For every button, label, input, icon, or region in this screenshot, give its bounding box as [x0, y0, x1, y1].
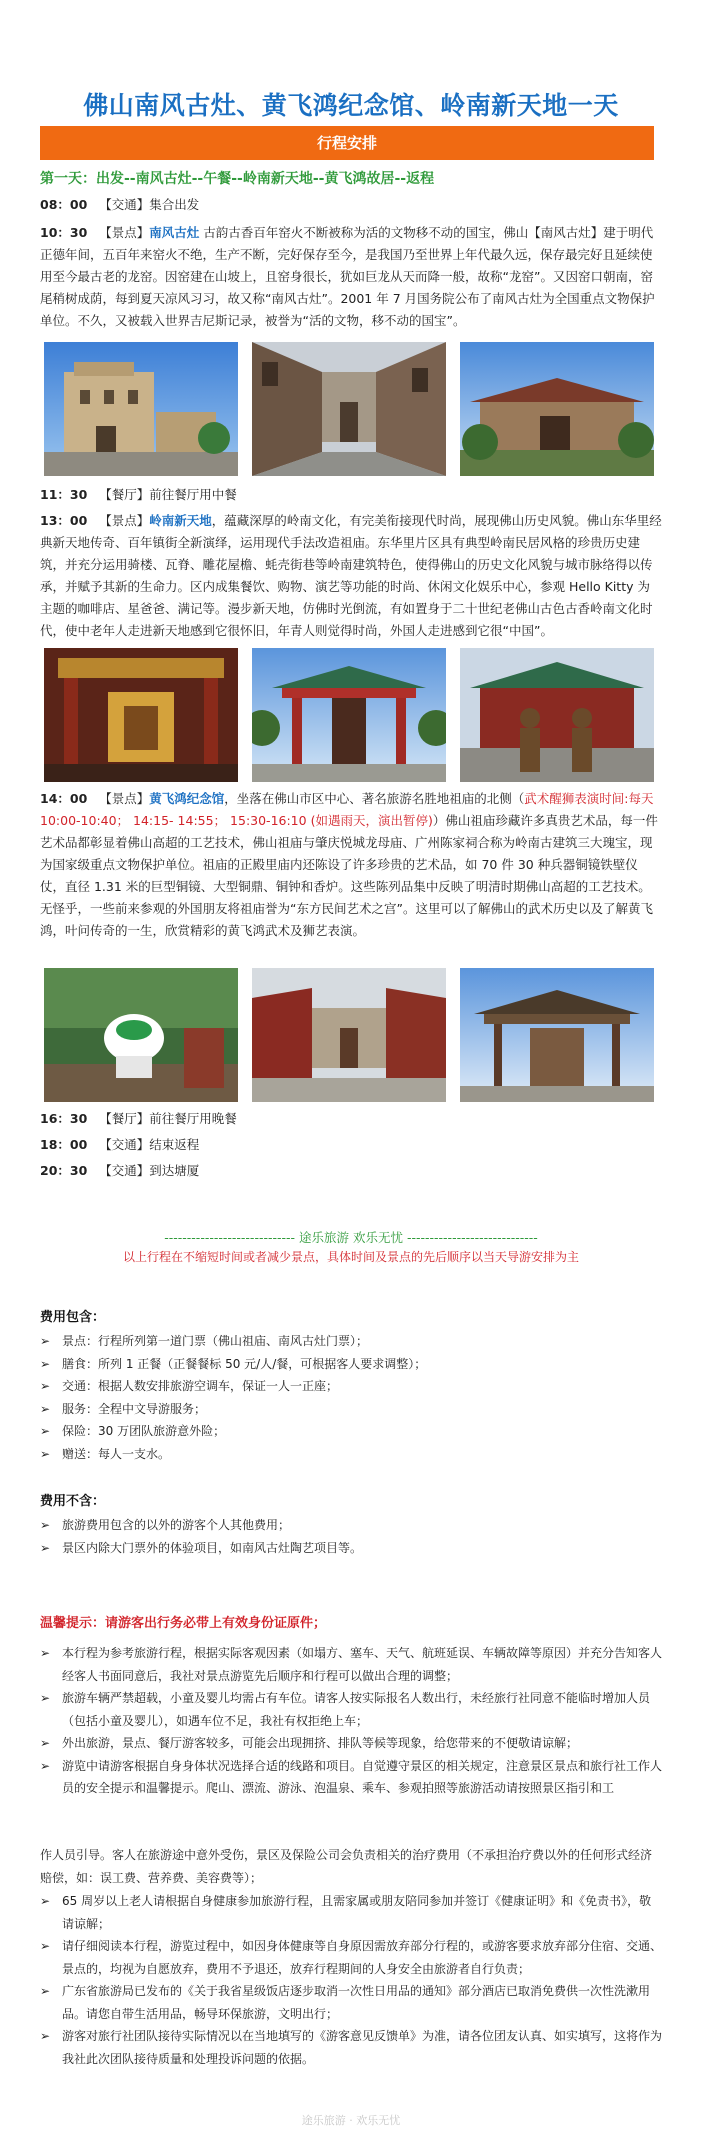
schedule-item-1130: 11：30 【餐厅】前往餐厅用中餐 — [40, 487, 237, 502]
list-item: ➢ 赠送：每人一支水。 — [40, 1446, 171, 1461]
photo-temple-gate — [252, 648, 446, 782]
schedule-item-1300: 13：00 【景点】岭南新天地，蕴藏深厚的岭南文化，有完美衔接现代时尚，展现佛山历史风貌。佛山东华里经典新天地传奇、百年镇街全新演绎，运用现代手法改造祖庙。东华里片区具有典型岭南民居风格的珍贵历史建筑，并充分运用骑楼、瓦脊、雕花屋檐、蚝壳街巷等岭南建筑特色，使得佛山的历史文化风貌与城市脉络得以传承，并赋予其新的生命力。区内成集餐饮、购物、演艺等功能的时尚、休闲文化娱乐中心，参观 Hello Kitty 为主题的咖啡店、星爸爸、满记等。漫步新天地，仿佛时光倒流，有如置身于二十世纪老佛山古色古香岭南文化时代，使中老年人走进新天地感到它很怀旧，年青人则觉得时尚，外国人走进感到它很“中国”。 — [40, 513, 662, 638]
list-item: ➢ 保险：30 万团队旅游意外险； — [40, 1424, 226, 1438]
page-title: 佛山南风古灶、黄飞鸿纪念馆、岭南新天地一天 — [83, 91, 619, 120]
list-item: ➢ 旅游费用包含的以外的游客个人其他费用； — [40, 1518, 291, 1532]
photo-ancient-pavilion — [460, 968, 654, 1102]
list-item: ➢ 广东省旅游局已发布的《关于我省星级饭店逐步取消一次性日用品的通知》部分酒店已取消免费供一次性洗漱用品。请您自带生活用品，畅导环保旅游，文明出行； — [40, 1984, 651, 2021]
fee-include-list — [40, 1330, 662, 1465]
day-one-heading: 第一天：出发--南风古灶--午餐--岭南新天地--黄飞鸿故居--返程 — [40, 171, 435, 187]
page-footer: 途乐旅游 · 欢乐无忧 — [301, 2114, 401, 2127]
photo-row-nanfeng — [44, 342, 654, 476]
schedule-item-1400: 14：00 【景点】黄飞鸿纪念馆，坐落在佛山市区中心、著名旅游名胜地祖庙的北侧（武术醒狮表演时间:每天 10:00-10:40； 14:15- 14:55； 15:30-16:10 (如遇雨天，演出暂停)）佛山祖庙珍藏许多真贵艺术品，每一件艺术品都彰显着佛山高超的工艺技术，佛山祖庙与肇庆悦城龙母庙、广州陈家祠合称为岭南古建筑三大瑰宝，现为国家级重点文物保护单位。祖庙的正殿里庙内还陈设了许多珍贵的艺术品，如 70 件 30 种兵器铜镜铁壁仪仗，直径 1.31 米的巨型铜镜、大型铜鼎、铜钟和香炉。这些陈列品集中反映了明清时期佛山高超的工艺技术。无怪乎，一些前来参观的外国朋友将祖庙誉为“东方民间艺术之宫”。这里可以了解佛山的武术历史以及了解黄飞鸿，叶问传奇的一生，欣赏精彩的黄飞鸿武术及狮艺表演。 — [40, 791, 658, 938]
photo-row-huangfeihong — [44, 968, 654, 1102]
list-item: ➢ 旅游车辆严禁超载，小童及婴儿均需占有车位。请客人按实际报名人数出行，未经旅行社同意不能临时增加人员（包括小童及婴儿），如遇车位不足，我社有权拒绝上车； — [40, 1691, 651, 1728]
tips-list-b — [40, 1890, 662, 2070]
photo-row-lingnan — [44, 648, 654, 782]
schedule-item-1630: 16：30 【餐厅】前往餐厅用晚餐 — [40, 1111, 237, 1126]
list-item: ➢ 外出旅游，景点、餐厅游客较多，可能会出现拥挤、排队等候等现象，给您带来的不便敬请谅解； — [40, 1736, 579, 1750]
list-item: ➢ 请仔细阅读本行程，游览过程中，如因身体健康等自身原因需放弃部分行程的，或游客要求放弃部分住宿、交通、景点的，均视为自愿放弃，费用不予退还，放弃行程期间的人身安全由旅游者自行负责； — [40, 1939, 663, 1976]
photo-nanfeng-building — [44, 342, 238, 476]
schedule-item-1030: 10：30 【景点】南风古灶 古韵古香百年窑火不断被称为活的文物移不动的国宝，佛山【南风古灶】建于明代正德年间，五百年来窑火不绝，生产不断，完好保存至今，是我国乃至世界上年代最久远，保存最完好且延续使用至今最古老的龙窑。因窑建在山坡上，且窑身很长，犹如巨龙从天而降一般，故称“龙窑”。又因窑口朝南，窑尾稍树成荫，每到夏天凉风习习，故又称“南风古灶”。2001 年 7 月国务院公布了南风古灶为全国重点文物保护单位。不久，又被载入世界吉尼斯记录，被誉为“活的文物，移不动的国宝”。 — [40, 225, 655, 328]
photo-hall-courtyard — [252, 968, 446, 1102]
photo-temple-interior — [44, 648, 238, 782]
schedule-bar: 行程安排 — [40, 126, 654, 160]
list-item: ➢ 交通：根据人数安排旅游空调车，保证一人一正座； — [40, 1379, 339, 1393]
photo-nanfeng-house — [460, 342, 654, 476]
list-item: ➢ 游览中请游客根据自身身体状况选择合适的线路和项目。自觉遵守景区的相关规定，注意景区景点和旅行社工作人员的安全提示和温馨提示。爬山、漂流、游泳、泡温泉、乘车、参观拍照等旅游活动请按照景区指引和工 — [40, 1758, 663, 1795]
list-item: ➢ 景点：行程所列第一道门票（佛山祖庙、南风古灶门票）； — [40, 1334, 369, 1348]
tips-title: 温馨提示：请游客出行务必带上有效身份证原件； — [40, 1616, 327, 1631]
schedule-item-0800: 08：00 【交通】集合出发 — [40, 197, 200, 212]
fee-exclude-title: 费用不含： — [40, 1494, 106, 1509]
photo-lion-dance — [44, 968, 238, 1102]
list-item: ➢ 游客对旅行社团队接待实际情况以在当地填写的《游客意见反馈单》为准，请各位团友认真、如实填写，这将作为我社此次团队接待质量和处理投诉问题的依据。 — [40, 2029, 663, 2066]
list-item: ➢ 本行程为参考旅游行程，根据实际客观因素（如塌方、塞车、天气、航班延误、车辆故障等原因）并充分告知客人经客人书面同意后，我社对景点游览先后顺序和行程可以做出合理的调整； — [40, 1646, 663, 1683]
list-item: ➢ 65 周岁以上老人请根据自身健康参加旅游行程，且需家属或朋友陪同参加并签订《健康证明》和《免责书》，敬请谅解； — [40, 1894, 652, 1931]
fee-exclude-list — [40, 1514, 662, 1559]
schedule-item-1800: 18：00 【交通】结束返程 — [40, 1137, 200, 1152]
tips-continuation: 作人员引导。客人在旅游途中意外受伤，景区及保险公司会负责相关的治疗费用（不承担治疗费以外的任何形式经济赔偿，如：误工费、营养费、美容费等）； — [40, 1848, 653, 1885]
brand-separator: ----------------------------- 途乐旅游 欢乐无忧 ----------------------------- — [164, 1230, 538, 1245]
schedule-note: 以上行程在不缩短时间或者减少景点，具体时间及景点的先后顺序以当天导游安排为主 — [122, 1250, 579, 1264]
list-item: ➢ 景区内除大门票外的体验项目，如南风古灶陶艺项目等。 — [40, 1540, 363, 1555]
fee-include-title: 费用包含： — [40, 1310, 106, 1325]
photo-nanfeng-alley — [252, 342, 446, 476]
list-item: ➢ 膳食：所列 1 正餐（正餐餐标 50 元/人/餐，可根据客人要求调整）； — [40, 1356, 427, 1371]
list-item: ➢ 服务：全程中文导游服务； — [40, 1401, 207, 1416]
photo-statues — [460, 648, 654, 782]
tips-list-a — [40, 1642, 662, 1800]
schedule-item-2030: 20：30 【交通】到达塘厦 — [40, 1163, 200, 1178]
